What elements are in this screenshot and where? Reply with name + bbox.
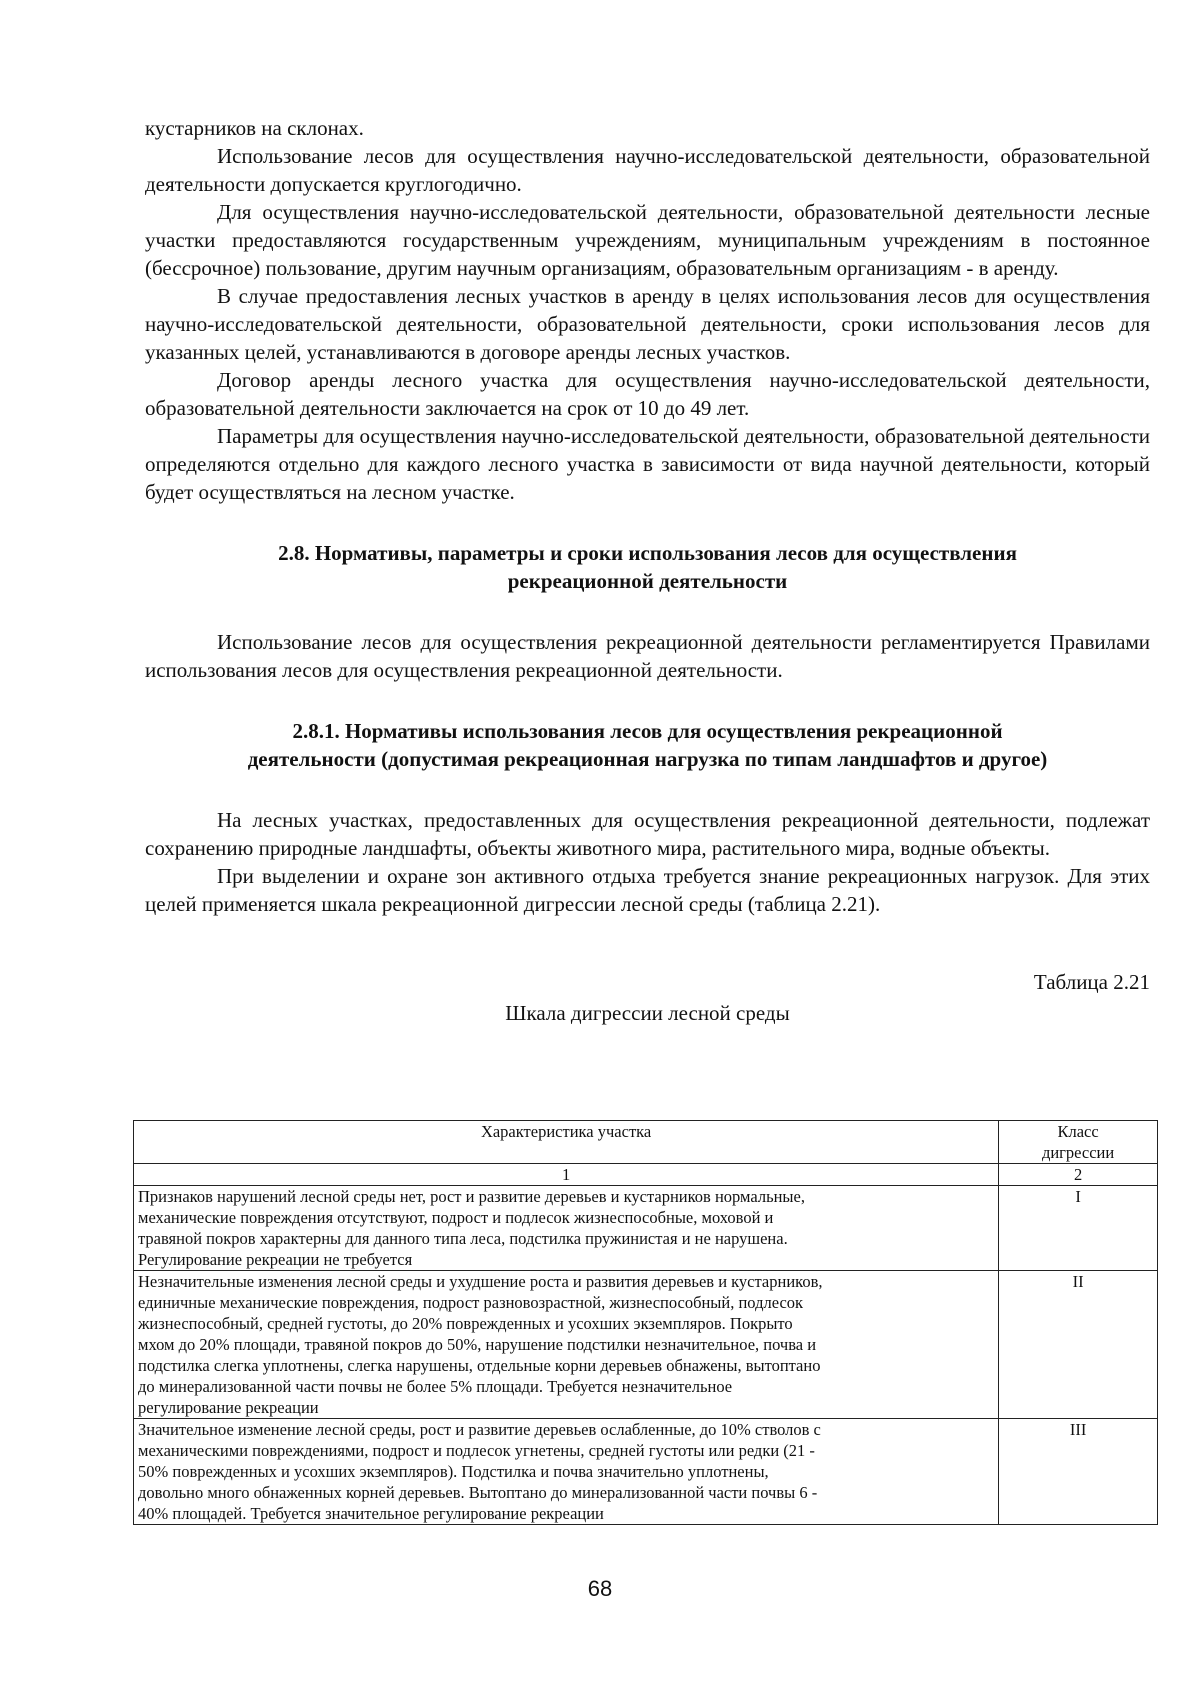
table-row [134, 1186, 1158, 1271]
heading-line: деятельности (допустимая рекреационная нагрузка по типам ландшафтов и другое) [247, 747, 1048, 771]
row-class: III [999, 1419, 1158, 1525]
paragraph: кустарников на склонах. [145, 116, 364, 140]
row-class: II [999, 1271, 1158, 1419]
row-line: подстилка слегка уплотнены, слегка нарушены, отдельные корни деревьев обнажены, вытоптано [138, 1356, 821, 1375]
header-class [999, 1121, 1158, 1164]
row-description [134, 1419, 999, 1525]
row-line: Значительное изменение лесной среды, рост и развитие деревьев ослабленные, до 10% стволов с [138, 1420, 821, 1439]
page-number: 68 [587, 1576, 613, 1601]
row-line: 50% поврежденных и усохших экземпляров). Подстилка и почва значительно уплотнены, [138, 1462, 769, 1481]
paragraph: Договор аренды лесного участка для осуществления научно-исследовательской деятельности, образовательной деятельности заключается на срок от 10 до 49 лет. [145, 368, 1150, 420]
paragraph: В случае предоставления лесных участков в аренду в целях использования лесов для осуществления научно-исследовательской деятельности, образовательной деятельности, сроки использования лесов для указанных целей, устанавливаются в договоре аренды лесных участков. [145, 284, 1150, 364]
paragraph: Для осуществления научно-исследовательской деятельности, образовательной деятельности лесные участки предоставляются государственным учреждениям, муниципальным учреждениям в постоянное (бессрочное) пользование, другим научным организациям, образовательным организациям - в аренду. [145, 200, 1150, 280]
row-line: жизнеспособный, средней густоты, до 20% поврежденных и усохших экземпляров. Покрыто [138, 1314, 793, 1333]
row-line: до минерализованной части почвы не более 5% площади. Требуется незначительное [138, 1377, 733, 1396]
table-column-number-row [134, 1164, 1158, 1186]
digression-table [133, 1120, 1158, 1525]
table-row [134, 1419, 1158, 1525]
body-text [145, 114, 1150, 1027]
column-number: 2 [999, 1164, 1158, 1186]
row-line: механические повреждения отсутствуют, подрост и подлесок жизнеспособные, моховой и [138, 1208, 774, 1227]
row-line: 40% площадей. Требуется значительное регулирование рекреации [138, 1504, 604, 1523]
column-number: 1 [134, 1164, 999, 1186]
table-number: Таблица 2.21 [1033, 970, 1150, 994]
header-class-line: Класс [1057, 1122, 1099, 1141]
heading-line: рекреационной деятельности [507, 569, 788, 593]
row-description [134, 1186, 999, 1271]
section-heading-2-8 [145, 539, 1150, 595]
table-header-row [134, 1121, 1158, 1164]
header-class-line: дигрессии [1041, 1143, 1115, 1162]
paragraph: На лесных участках, предоставленных для осуществления рекреационной деятельности, подлежат сохранению природные ландшафты, объекты животного мира, растительного мира, водные объекты. [145, 808, 1150, 860]
row-class: I [999, 1186, 1158, 1271]
paragraph: Использование лесов для осуществления рекреационной деятельности регламентируется Правилами использования лесов для осуществления рекреационной деятельности. [145, 630, 1150, 682]
row-line: мхом до 20% площади, травяной покров до 50%, нарушение подстилки незначительное, почва и [138, 1335, 817, 1354]
row-line: Регулирование рекреации не требуется [138, 1250, 413, 1269]
header-characteristic: Характеристика участка [134, 1121, 999, 1164]
paragraph: Параметры для осуществления научно-исследовательской деятельности, образовательной деятельности определяются отдельно для каждого лесного участка в зависимости от вида научной деятельности, который будет осуществляться на лесном участке. [145, 424, 1150, 504]
row-line: Признаков нарушений лесной среды нет, рост и развитие деревьев и кустарников нормальные, [138, 1187, 805, 1206]
paragraph: Использование лесов для осуществления научно-исследовательской деятельности, образовательной деятельности допускается круглогодично. [145, 144, 1150, 196]
row-line: довольно много обнаженных корней деревьев. Вытоптано до минерализованной части почвы 6 - [138, 1483, 818, 1502]
heading-line: 2.8.1. Нормативы использования лесов для осуществления рекреационной [292, 719, 1003, 743]
row-line: регулирование рекреации [138, 1398, 319, 1417]
row-line: единичные механические повреждения, подрост разновозрастной, жизнеспособный, подлесок [138, 1293, 804, 1312]
row-description [134, 1271, 999, 1419]
row-line: механическими повреждениями, подрост и подлесок угнетены, средней густоты или редки (21 - [138, 1441, 815, 1460]
table-title: Шкала дигрессии лесной среды [505, 1001, 790, 1025]
section-heading-2-8-1 [145, 717, 1150, 773]
table-row [134, 1271, 1158, 1419]
heading-line: 2.8. Нормативы, параметры и сроки использования лесов для осуществления [278, 541, 1017, 565]
row-line: Незначительные изменения лесной среды и ухудшение роста и развития деревьев и кустарников, [138, 1272, 823, 1291]
row-line: травяной покров характерны для данного типа леса, подстилка пружинистая и не нарушена. [138, 1229, 788, 1248]
paragraph: При выделении и охране зон активного отдыха требуется знание рекреационных нагрузок. Для этих целей применяется шкала рекреационной дигрессии лесной среды (таблица 2.21). [145, 864, 1150, 916]
